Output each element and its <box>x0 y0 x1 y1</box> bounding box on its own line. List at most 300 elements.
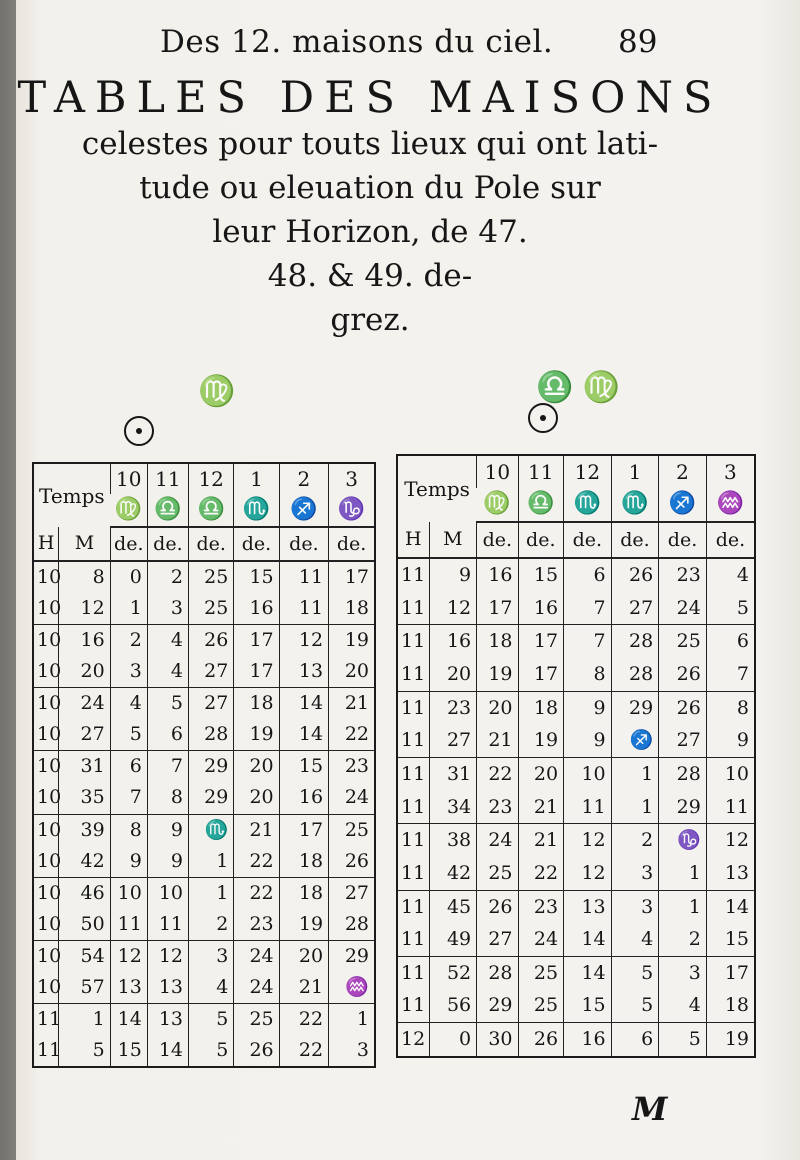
degree-cell: 14 <box>279 688 328 720</box>
degree-cell: 4 <box>659 990 707 1023</box>
table-row <box>398 592 754 625</box>
degree-cell: 6 <box>110 751 147 783</box>
degree-cell: 5 <box>189 1003 234 1035</box>
zodiac-sign-header: ♍ <box>110 494 147 527</box>
degree-cell: 1 <box>110 593 147 625</box>
degree-cell: 9 <box>147 846 188 878</box>
sun-symbol-left-icon <box>124 416 154 446</box>
table-row <box>34 814 374 846</box>
degree-cell: ♏ <box>189 814 234 846</box>
hour-cell: 10 <box>37 566 62 589</box>
degree-cell: 1 <box>189 846 234 878</box>
degree-cell: 15 <box>234 561 279 593</box>
degree-cell: 19 <box>477 658 518 691</box>
unit-header: de. <box>110 527 147 561</box>
hour-cell: 10 <box>34 656 59 688</box>
temps-header: Temps <box>404 477 470 502</box>
degree-cell: 12 <box>147 940 188 972</box>
hour-cell: 11 <box>401 696 426 719</box>
degree-cell: 1 <box>659 890 707 923</box>
minute-cell: 57 <box>59 972 111 1004</box>
minute-cell: 42 <box>429 857 477 890</box>
degree-cell: 20 <box>329 656 374 688</box>
degree-cell: 5 <box>147 688 188 720</box>
degree-cell: 13 <box>706 857 754 890</box>
degree-cell: 14 <box>564 923 612 956</box>
degree-cell: 1 <box>611 758 659 791</box>
hour-cell: 10 <box>34 909 59 941</box>
table-row <box>34 688 374 720</box>
degree-cell: 20 <box>518 758 564 791</box>
minute-cell: 52 <box>429 956 477 989</box>
degree-cell: 11 <box>706 791 754 824</box>
table-row <box>34 719 374 751</box>
degree-cell: 18 <box>518 691 564 724</box>
degree-cell: 8 <box>706 691 754 724</box>
degree-cell: 22 <box>234 877 279 909</box>
degree-cell: 17 <box>234 656 279 688</box>
degree-cell: 20 <box>279 940 328 972</box>
house-table-right <box>396 454 756 1058</box>
hour-cell: 10 <box>37 818 62 841</box>
degree-cell: 17 <box>329 561 374 593</box>
degree-cell: 21 <box>518 791 564 824</box>
degree-cell: 2 <box>611 824 659 857</box>
heading-line: 48. & 49. de- <box>267 258 473 294</box>
zodiac-sign-header: ♏ <box>564 488 612 523</box>
minute-cell: 0 <box>429 1023 477 1056</box>
degree-cell: 13 <box>147 1003 188 1035</box>
minute-cell: 8 <box>59 561 111 593</box>
hour-cell: 11 <box>401 630 426 653</box>
degree-cell: 27 <box>189 688 234 720</box>
degree-cell: 25 <box>659 625 707 658</box>
degree-cell: 28 <box>477 956 518 989</box>
degree-cell: 28 <box>659 758 707 791</box>
table-row <box>34 1003 374 1035</box>
unit-header: de. <box>189 527 234 561</box>
degree-cell: 7 <box>147 751 188 783</box>
minute-cell: 35 <box>59 782 111 814</box>
table-row <box>34 656 374 688</box>
minute-cell: 39 <box>59 814 111 846</box>
degree-cell: 19 <box>234 719 279 751</box>
degree-cell: 19 <box>329 625 374 657</box>
degree-cell: 26 <box>659 658 707 691</box>
table-row <box>398 956 754 989</box>
degree-cell: 1 <box>659 857 707 890</box>
table-row <box>398 758 754 791</box>
degree-cell: 20 <box>234 751 279 783</box>
degree-cell: 27 <box>189 656 234 688</box>
degree-cell: 9 <box>564 691 612 724</box>
table-row <box>34 1035 374 1066</box>
degree-cell: 15 <box>564 990 612 1023</box>
degree-cell: 7 <box>706 658 754 691</box>
zodiac-sign-header: ♎ <box>147 494 188 527</box>
hour-cell: 10 <box>34 782 59 814</box>
table-row <box>398 658 754 691</box>
degree-cell: 16 <box>564 1023 612 1056</box>
hour-cell: 11 <box>398 724 429 757</box>
degree-cell: 15 <box>706 923 754 956</box>
degree-cell: 2 <box>110 625 147 657</box>
house-number-header: 3 <box>329 464 374 494</box>
degree-cell: 1 <box>329 1003 374 1035</box>
degree-cell: 14 <box>279 719 328 751</box>
degree-cell: 24 <box>234 972 279 1004</box>
degree-cell: 11 <box>279 593 328 625</box>
degree-cell: 27 <box>329 877 374 909</box>
degree-cell: 6 <box>564 558 612 592</box>
table-row <box>34 846 374 878</box>
degree-cell: 5 <box>611 956 659 989</box>
minute-cell: 24 <box>59 688 111 720</box>
degree-cell: 29 <box>189 782 234 814</box>
unit-header: de. <box>706 522 754 558</box>
hour-cell: 11 <box>398 857 429 890</box>
degree-cell: 4 <box>611 923 659 956</box>
degree-cell: 15 <box>518 558 564 592</box>
zodiac-sign-header: ♍ <box>477 488 518 523</box>
table-row <box>34 909 374 941</box>
degree-cell: 25 <box>477 857 518 890</box>
unit-header: de. <box>329 527 374 561</box>
heading-line: grez. <box>330 302 410 338</box>
hour-cell: 10 <box>37 881 62 904</box>
degree-cell: 26 <box>234 1035 279 1066</box>
degree-cell: 27 <box>611 592 659 625</box>
table-row <box>398 890 754 923</box>
heading-line: leur Horizon, de 47. <box>212 214 528 250</box>
minute-cell: 27 <box>59 719 111 751</box>
degree-cell: 29 <box>611 691 659 724</box>
minute-cell: 38 <box>429 824 477 857</box>
minute-cell: 49 <box>429 923 477 956</box>
minute-cell: 31 <box>429 758 477 791</box>
unit-header: de. <box>279 527 328 561</box>
degree-cell: 26 <box>518 1023 564 1056</box>
minute-cell: 31 <box>59 751 111 783</box>
degree-cell: 12 <box>110 940 147 972</box>
degree-cell: 25 <box>329 814 374 846</box>
house-number-header: 2 <box>659 456 707 488</box>
minute-cell: 34 <box>429 791 477 824</box>
minute-cell: 20 <box>429 658 477 691</box>
degree-cell: 15 <box>279 751 328 783</box>
degree-cell: 20 <box>477 691 518 724</box>
degree-cell: 2 <box>189 909 234 941</box>
degree-cell: 2 <box>147 561 188 593</box>
table-row <box>34 625 374 657</box>
degree-cell: 19 <box>279 909 328 941</box>
degree-cell: 21 <box>477 724 518 757</box>
degree-cell: 7 <box>564 592 612 625</box>
degree-cell: 5 <box>110 719 147 751</box>
degree-cell: 25 <box>518 990 564 1023</box>
degree-cell: 17 <box>518 625 564 658</box>
degree-cell: 17 <box>518 658 564 691</box>
degree-cell: 7 <box>110 782 147 814</box>
zodiac-sign-header: ♏ <box>234 494 279 527</box>
house-number-header: 3 <box>706 456 754 488</box>
degree-cell: 23 <box>518 890 564 923</box>
table-row <box>398 923 754 956</box>
degree-cell: 26 <box>477 890 518 923</box>
degree-cell: 24 <box>477 824 518 857</box>
degree-cell: 14 <box>110 1003 147 1035</box>
table-row <box>34 940 374 972</box>
degree-cell: 3 <box>659 956 707 989</box>
house-number-header: 12 <box>564 456 612 488</box>
unit-header: de. <box>611 522 659 558</box>
degree-cell: 4 <box>147 625 188 657</box>
zodiac-sign-header: ♎ <box>189 494 234 527</box>
degree-cell: 27 <box>477 923 518 956</box>
degree-cell: 25 <box>189 561 234 593</box>
degree-cell: 29 <box>659 791 707 824</box>
degree-cell: 24 <box>518 923 564 956</box>
table-row <box>398 724 754 757</box>
zodiac-sign-header: ♐ <box>659 488 707 523</box>
degree-cell: ♐ <box>611 724 659 757</box>
degree-cell: 12 <box>279 625 328 657</box>
degree-cell: 10 <box>706 758 754 791</box>
degree-cell: 3 <box>329 1035 374 1066</box>
heading-line: tude ou eleuation du Pole sur <box>139 170 601 206</box>
table-row <box>398 625 754 658</box>
degree-cell: 25 <box>189 593 234 625</box>
minute-cell: 9 <box>429 558 477 592</box>
table-row <box>34 877 374 909</box>
degree-cell: 9 <box>564 724 612 757</box>
minute-cell: 5 <box>59 1035 111 1066</box>
degree-cell: 4 <box>706 558 754 592</box>
hour-cell: 11 <box>401 563 426 586</box>
degree-cell: 8 <box>147 782 188 814</box>
hour-cell: 10 <box>34 719 59 751</box>
degree-cell: 21 <box>329 688 374 720</box>
degree-cell: 3 <box>611 857 659 890</box>
degree-cell: 13 <box>110 972 147 1004</box>
degree-cell: 5 <box>611 990 659 1023</box>
degree-cell: 17 <box>234 625 279 657</box>
hour-cell: 11 <box>401 829 426 852</box>
degree-cell: 21 <box>518 824 564 857</box>
minute-cell: 42 <box>59 846 111 878</box>
degree-cell: 7 <box>564 625 612 658</box>
degree-cell: 14 <box>564 956 612 989</box>
degree-cell: 16 <box>279 782 328 814</box>
degree-cell: 25 <box>518 956 564 989</box>
running-head <box>160 24 680 68</box>
minute-cell: 12 <box>59 593 111 625</box>
degree-cell: 22 <box>477 758 518 791</box>
degree-cell: 26 <box>611 558 659 592</box>
degree-cell: ♑ <box>659 824 707 857</box>
hour-cell: 11 <box>398 990 429 1023</box>
hour-cell: 11 <box>37 1038 62 1061</box>
degree-cell: 20 <box>234 782 279 814</box>
heading-main: TABLES DES MAISONS <box>17 73 723 123</box>
degree-cell: 3 <box>110 656 147 688</box>
minute-cell: 23 <box>429 691 477 724</box>
hour-cell: 11 <box>398 791 429 824</box>
heading-line: celestes pour touts lieux qui ont lati- <box>81 126 659 162</box>
house-number-header: 1 <box>611 456 659 488</box>
minute-cell: 54 <box>59 940 111 972</box>
degree-cell: 0 <box>110 561 147 593</box>
degree-cell: 18 <box>279 877 328 909</box>
zodiac-sign-header: ♎ <box>518 488 564 523</box>
degree-cell: 29 <box>477 990 518 1023</box>
degree-cell: 30 <box>477 1023 518 1056</box>
hour-cell: 11 <box>398 923 429 956</box>
house-number-header: 11 <box>518 456 564 488</box>
zodiac-sign-header: ♐ <box>279 494 328 527</box>
degree-cell: 8 <box>110 814 147 846</box>
minute-cell: 12 <box>429 592 477 625</box>
unit-header: de. <box>147 527 188 561</box>
degree-cell: 21 <box>234 814 279 846</box>
table-row <box>398 857 754 890</box>
degree-cell: 5 <box>189 1035 234 1066</box>
degree-cell: 22 <box>279 1035 328 1066</box>
degree-cell: 23 <box>477 791 518 824</box>
degree-cell: 12 <box>564 857 612 890</box>
degree-cell: 22 <box>329 719 374 751</box>
hour-cell: 10 <box>37 755 62 778</box>
degree-cell: 17 <box>706 956 754 989</box>
unit-header: M <box>59 527 111 561</box>
minute-cell: 27 <box>429 724 477 757</box>
degree-cell: 9 <box>706 724 754 757</box>
hour-cell: 11 <box>398 592 429 625</box>
minute-cell: 20 <box>59 656 111 688</box>
degree-cell: 14 <box>147 1035 188 1066</box>
unit-header: de. <box>659 522 707 558</box>
degree-cell: 10 <box>147 877 188 909</box>
house-table-left <box>32 462 376 1068</box>
unit-header: de. <box>564 522 612 558</box>
degree-cell: 18 <box>234 688 279 720</box>
degree-cell: 14 <box>706 890 754 923</box>
degree-cell: 29 <box>189 751 234 783</box>
degree-cell: 28 <box>329 909 374 941</box>
table-row <box>398 990 754 1023</box>
hour-cell: 10 <box>34 593 59 625</box>
degree-cell: ♒ <box>329 972 374 1004</box>
minute-cell: 56 <box>429 990 477 1023</box>
degree-cell: 27 <box>659 724 707 757</box>
degree-cell: 23 <box>234 909 279 941</box>
table-row <box>34 561 374 593</box>
degree-cell: 3 <box>189 940 234 972</box>
degree-cell: 18 <box>706 990 754 1023</box>
degree-cell: 12 <box>706 824 754 857</box>
zodiac-sign-header: ♑ <box>329 494 374 527</box>
minute-cell: 45 <box>429 890 477 923</box>
degree-cell: 23 <box>659 558 707 592</box>
degree-cell: 17 <box>477 592 518 625</box>
degree-cell: 2 <box>659 923 707 956</box>
hour-cell: 11 <box>401 961 426 984</box>
running-head-title: Des 12. maisons du ciel. <box>160 24 554 60</box>
table-row <box>34 972 374 1004</box>
table-row <box>398 691 754 724</box>
degree-cell: 22 <box>234 846 279 878</box>
page-heading <box>10 74 730 342</box>
libra-virgo-sign-right: ♎ ♍ <box>536 370 621 405</box>
degree-cell: 6 <box>611 1023 659 1056</box>
degree-cell: 8 <box>564 658 612 691</box>
degree-cell: 21 <box>279 972 328 1004</box>
degree-cell: 23 <box>329 751 374 783</box>
degree-cell: 10 <box>564 758 612 791</box>
degree-cell: 6 <box>706 625 754 658</box>
degree-cell: 29 <box>329 940 374 972</box>
house-number-header: 12 <box>189 464 234 494</box>
degree-cell: 28 <box>189 719 234 751</box>
degree-cell: 11 <box>147 909 188 941</box>
degree-cell: 28 <box>611 658 659 691</box>
degree-cell: 1 <box>611 791 659 824</box>
table-row <box>398 1023 754 1056</box>
degree-cell: 13 <box>564 890 612 923</box>
degree-cell: 26 <box>329 846 374 878</box>
degree-cell: 5 <box>659 1023 707 1056</box>
unit-header: de. <box>518 522 564 558</box>
house-number-header: 10 <box>477 456 518 488</box>
minute-cell: 46 <box>59 877 111 909</box>
degree-cell: 25 <box>234 1003 279 1035</box>
degree-cell: 26 <box>189 625 234 657</box>
hour-cell: 10 <box>37 629 62 652</box>
hour-cell: 11 <box>401 762 426 785</box>
degree-cell: 4 <box>147 656 188 688</box>
degree-cell: 13 <box>279 656 328 688</box>
degree-cell: 9 <box>110 846 147 878</box>
table-row <box>398 791 754 824</box>
hour-cell: 11 <box>401 895 426 918</box>
hour-cell: 10 <box>37 944 62 967</box>
degree-cell: 4 <box>189 972 234 1004</box>
table-row <box>398 558 754 592</box>
degree-cell: 24 <box>329 782 374 814</box>
degree-cell: 18 <box>329 593 374 625</box>
degree-cell: 13 <box>147 972 188 1004</box>
degree-cell: 18 <box>279 846 328 878</box>
degree-cell: 16 <box>518 592 564 625</box>
table-row <box>34 782 374 814</box>
degree-cell: 1 <box>189 877 234 909</box>
degree-cell: 28 <box>611 625 659 658</box>
house-number-header: 1 <box>234 464 279 494</box>
unit-header: de. <box>234 527 279 561</box>
house-number-header: 11 <box>147 464 188 494</box>
degree-cell: 10 <box>110 877 147 909</box>
degree-cell: 22 <box>279 1003 328 1035</box>
degree-cell: 4 <box>110 688 147 720</box>
degree-cell: 24 <box>659 592 707 625</box>
house-number-header: 10 <box>110 464 147 494</box>
degree-cell: 3 <box>611 890 659 923</box>
degree-cell: 9 <box>147 814 188 846</box>
table-row <box>398 824 754 857</box>
minute-cell: 16 <box>429 625 477 658</box>
minute-cell: 16 <box>59 625 111 657</box>
page-number: 89 <box>618 24 658 60</box>
